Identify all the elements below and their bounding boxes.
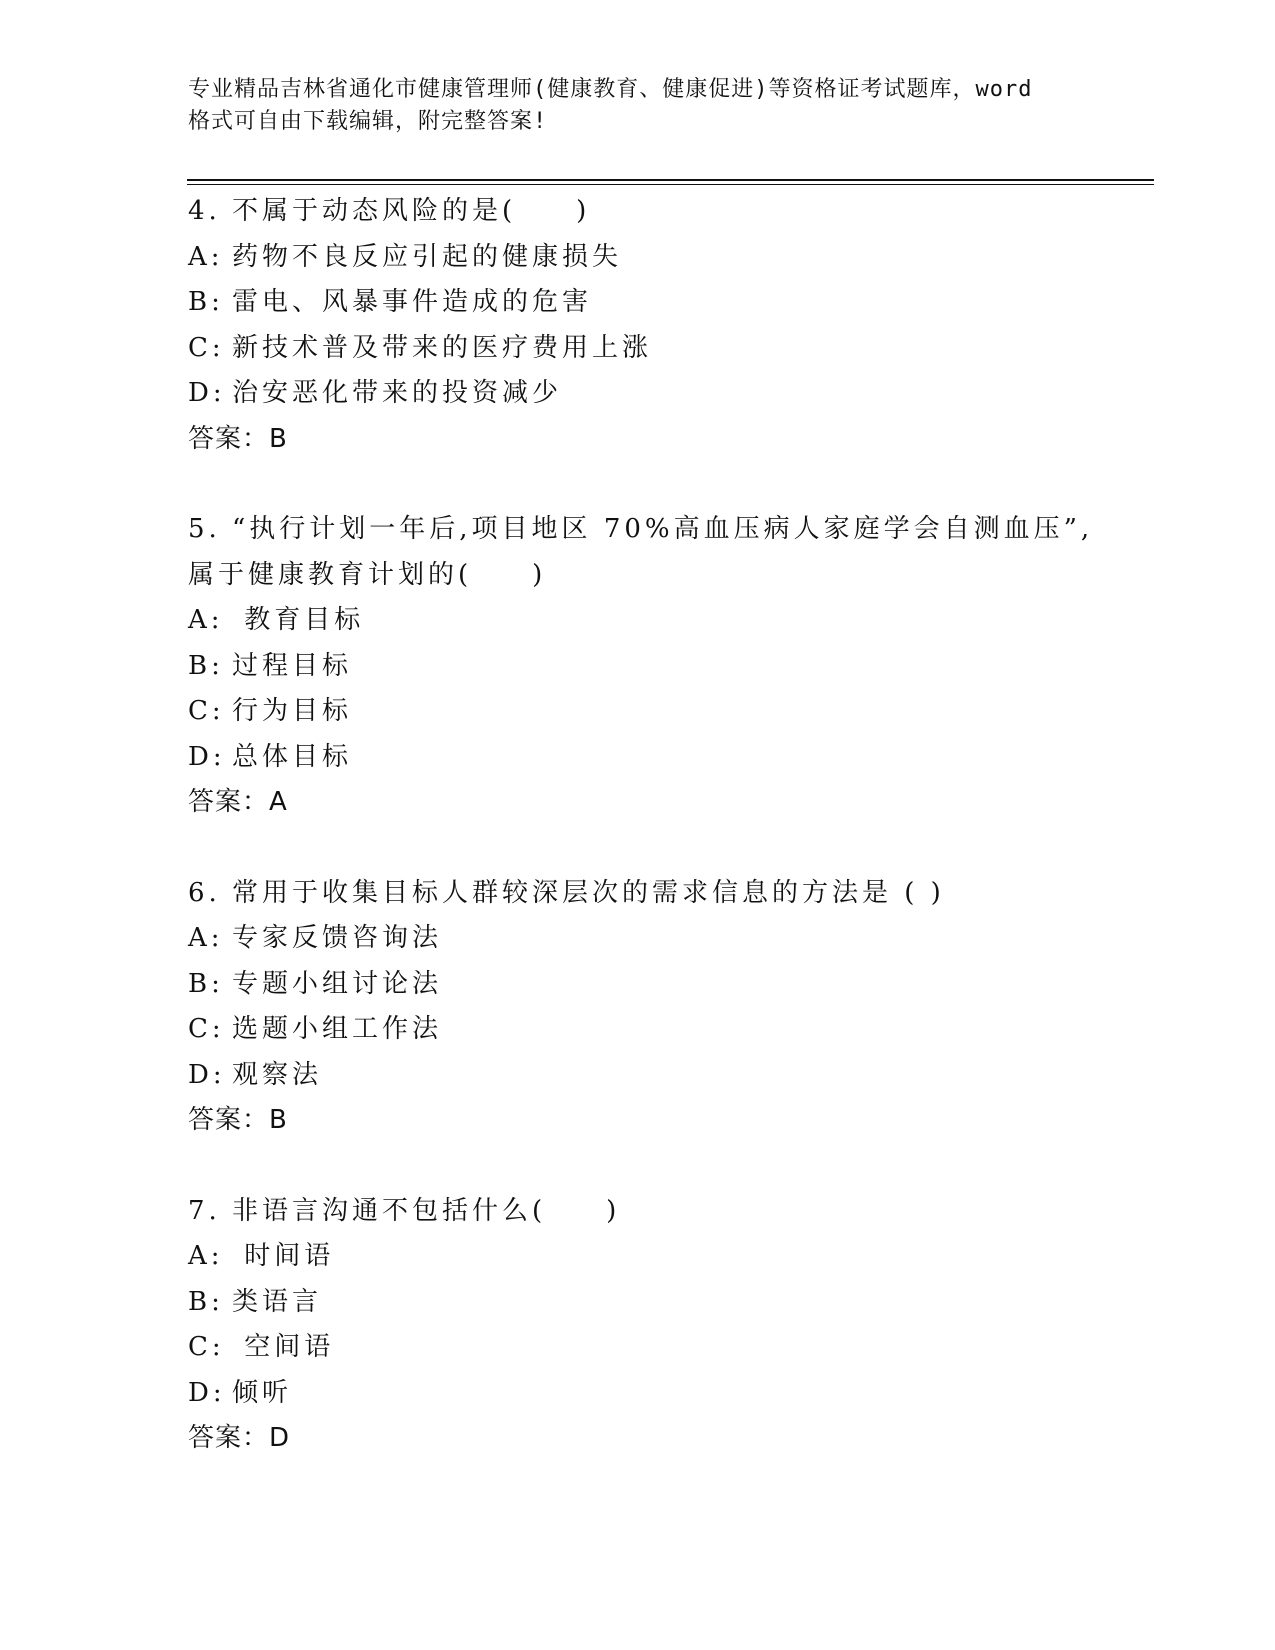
answer-value: B (269, 423, 288, 454)
option-letter: A: (188, 923, 224, 953)
answer-line (188, 1416, 1088, 1462)
question-stem (188, 189, 1088, 235)
option-b (188, 644, 1088, 690)
option-c (188, 1007, 1088, 1053)
option-letter: D: (188, 1059, 226, 1090)
option-letter: D: (188, 741, 226, 772)
option-letter: B: (188, 650, 224, 681)
answer-value: A (269, 787, 288, 817)
option-c (188, 1325, 1088, 1371)
option-letter: C: (188, 1014, 225, 1044)
option-letter: C: (188, 696, 225, 726)
option-text: 雷电、风暴事件造成的危害 (232, 287, 593, 317)
option-c (188, 326, 1088, 372)
answer-label: 答案： (188, 1105, 270, 1135)
header-line-1: 专业精品吉林省通化市健康管理师(健康教育、健康促进)等资格证考试题库，word (188, 77, 1033, 102)
option-letter: A: (188, 1241, 224, 1271)
option-a (188, 1234, 1088, 1280)
option-text: 教育目标 (232, 605, 365, 635)
option-text: 行为目标 (232, 696, 353, 726)
question-6 (188, 871, 1088, 1144)
option-d (188, 735, 1088, 781)
option-text: 过程目标 (232, 650, 353, 681)
question-text: 不属于动态风险的是( ) (232, 196, 591, 226)
option-c (188, 689, 1088, 735)
option-letter: C: (188, 332, 225, 363)
answer-label: 答案： (188, 423, 270, 454)
question-7 (188, 1189, 1088, 1462)
question-stem (188, 1189, 1088, 1235)
question-list (188, 189, 1094, 1507)
option-d (188, 1053, 1088, 1099)
header-line-2: 格式可自由下载编辑，附完整答案! (188, 109, 548, 134)
option-letter: C: (188, 1332, 225, 1362)
option-text: 新技术普及带来的医疗费用上涨 (232, 332, 653, 363)
answer-line (188, 417, 1088, 463)
answer-label: 答案： (188, 787, 270, 817)
option-text: 倾听 (232, 1377, 293, 1408)
option-text: 药物不良反应引起的健康损失 (232, 241, 623, 272)
option-text: 类语言 (232, 1286, 323, 1317)
option-a (188, 916, 1088, 962)
question-number: 7. (188, 1195, 221, 1226)
answer-value: D (269, 1423, 291, 1453)
option-letter: B: (188, 1286, 224, 1317)
option-text: 观察法 (232, 1059, 323, 1090)
option-b (188, 280, 1088, 326)
answer-value: B (269, 1105, 288, 1135)
header-divider-thin (187, 184, 1154, 185)
option-text: 总体目标 (232, 741, 353, 772)
question-stem (188, 507, 1094, 553)
option-letter: A: (188, 605, 224, 635)
answer-line (188, 1098, 1088, 1144)
option-a (188, 598, 1088, 644)
question-number: 4. (188, 196, 221, 226)
option-letter: B: (188, 287, 224, 317)
option-text: 选题小组工作法 (232, 1014, 443, 1044)
question-text: “执行计划一年后,项目地区 70%高血压病人家庭学会自测血压”, (232, 514, 1094, 544)
option-b (188, 962, 1088, 1008)
question-text: 非语言沟通不包括什么( ) (232, 1195, 621, 1226)
question-4 (188, 189, 1088, 462)
option-a (188, 235, 1088, 281)
option-letter: A: (188, 241, 224, 272)
option-d (188, 1371, 1088, 1417)
question-5 (188, 507, 1094, 826)
question-number: 6. (188, 877, 221, 908)
option-text: 专题小组讨论法 (232, 968, 443, 999)
option-text: 空间语 (232, 1332, 335, 1362)
question-text: 常用于收集目标人群较深层次的需求信息的方法是 ( ) (232, 877, 945, 908)
option-text: 时间语 (232, 1241, 335, 1271)
option-b (188, 1280, 1088, 1326)
option-text: 专家反馈咨询法 (232, 923, 443, 953)
answer-label: 答案： (188, 1423, 270, 1453)
option-d (188, 371, 1088, 417)
header-divider-thick (187, 179, 1154, 181)
question-stem (188, 871, 1088, 917)
option-letter: D: (188, 378, 226, 408)
option-letter: D: (188, 1377, 226, 1408)
answer-line (188, 780, 1088, 826)
question-stem-continued: 属于健康教育计划的( ) (188, 559, 547, 590)
document-header (188, 74, 1088, 138)
question-number: 5. (188, 514, 221, 544)
option-letter: B: (188, 968, 224, 999)
option-text: 治安恶化带来的投资减少 (232, 378, 563, 408)
